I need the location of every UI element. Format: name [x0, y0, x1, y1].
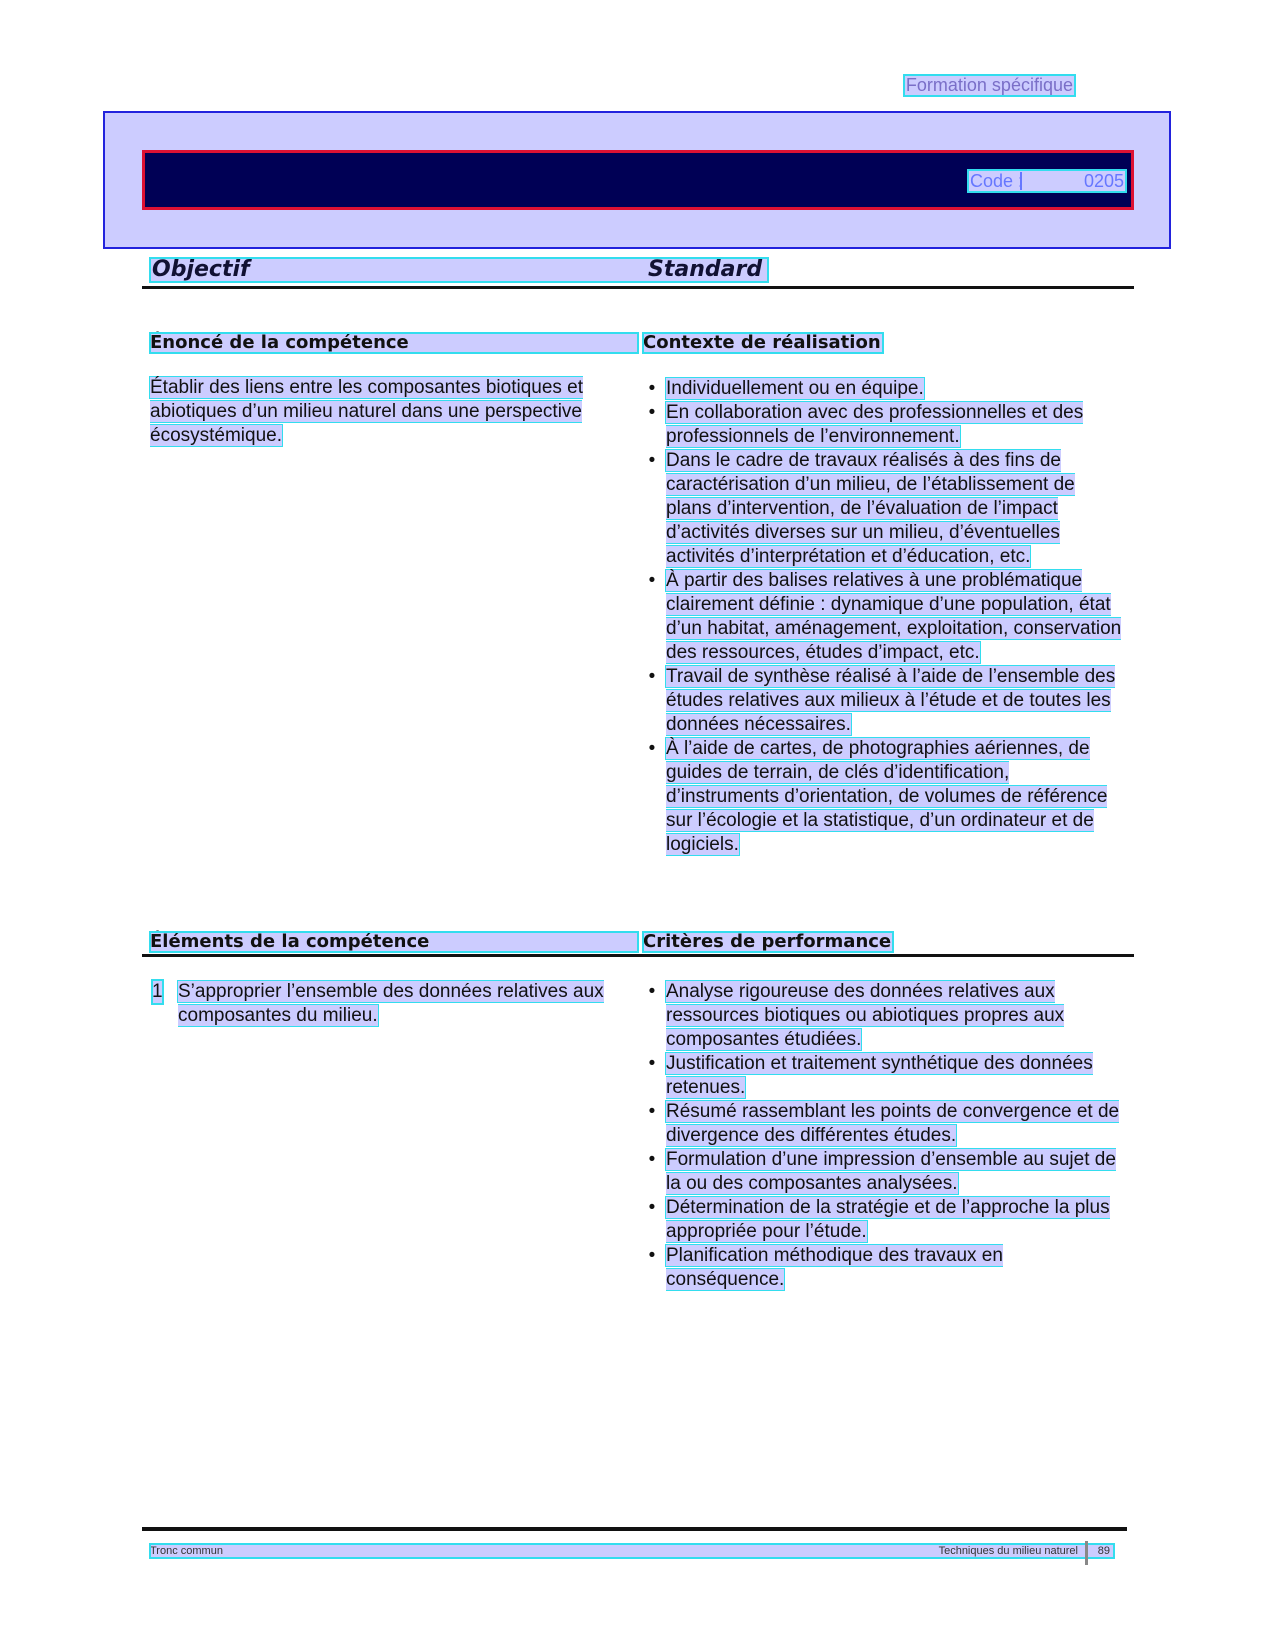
- code-separator: [1020, 172, 1026, 190]
- criteres-list: [645, 980, 1125, 1292]
- contexte-item-text: À l’aide de cartes, de photographies aériennes, de guides de terrain, de clés d’identification, d’instruments d’orientation, de volumes de référence sur l’écologie et la statistique, d’un ordinateur et de logiciels.: [666, 738, 1108, 855]
- criteres-item: [645, 980, 1125, 1052]
- column-titles: [150, 258, 768, 282]
- criteres-item-text: Analyse rigoureuse des données relatives aux ressources biotiques ou abiotiques propres aux composantes étudiées.: [666, 981, 1065, 1050]
- element-text: S’approprier l’ensemble des données relatives aux composantes du milieu.: [178, 981, 604, 1026]
- bullet-icon: •: [648, 450, 656, 471]
- contexte-item: [645, 569, 1125, 665]
- element-item: [150, 980, 628, 1028]
- contexte-item-text: Individuellement ou en équipe.: [666, 378, 924, 399]
- criteres-item: [645, 1100, 1125, 1148]
- contexte-item: [645, 665, 1125, 737]
- contexte-item-text: En collaboration avec des professionnelles et des professionnels de l’environnement.: [666, 402, 1084, 447]
- contexte-list: [645, 377, 1125, 857]
- criteres-item: [645, 1244, 1125, 1292]
- element-number: 1: [152, 981, 163, 1002]
- section-rule: [142, 954, 1134, 957]
- footer-separator: [1085, 1541, 1088, 1565]
- page-number: 89: [1097, 1545, 1110, 1557]
- elements-heading: Éléments de la compétence: [150, 932, 638, 952]
- criteres-heading: Critères de performance: [643, 931, 892, 952]
- code-value: 0205: [1083, 171, 1124, 191]
- bullet-icon: •: [648, 666, 656, 687]
- competency-code: [968, 170, 1126, 192]
- enonce-heading: Énoncé de la compétence: [150, 333, 638, 353]
- footer-right: Techniques du milieu naturel: [938, 1545, 1078, 1557]
- title-rule: [142, 286, 1134, 289]
- objectif-title: Objectif: [152, 257, 250, 282]
- contexte-item: [645, 401, 1125, 449]
- contexte-item: [645, 737, 1125, 857]
- footer-left: Tronc commun: [150, 1545, 223, 1557]
- criteres-item: [645, 1196, 1125, 1244]
- criteres-item-text: Résumé rassemblant les points de convergence et de divergence des différentes études.: [666, 1101, 1120, 1146]
- enonce-statement: [150, 376, 628, 448]
- enonce-text: Établir des liens entre les composantes biotiques et abiotiques d’un milieu naturel dans une perspective écosystémique.: [150, 377, 584, 446]
- criteres-item: [645, 1052, 1125, 1100]
- bullet-icon: •: [648, 1053, 656, 1074]
- page-footer: [150, 1544, 1114, 1558]
- standard-title: Standard: [648, 257, 763, 282]
- program-type-label: Formation spécifique: [905, 75, 1073, 95]
- criteres-item-text: Justification et traitement synthétique des données retenues.: [666, 1053, 1093, 1098]
- bullet-icon: •: [648, 378, 656, 399]
- bullet-icon: •: [648, 1149, 656, 1170]
- code-label: Code :: [970, 171, 1024, 191]
- bullet-icon: •: [648, 1245, 656, 1266]
- bullet-icon: •: [648, 738, 656, 759]
- contexte-item: [645, 449, 1125, 569]
- criteres-item-text: Détermination de la stratégie et de l’approche la plus appropriée pour l’étude.: [666, 1197, 1110, 1242]
- footer-rule: [142, 1527, 1127, 1531]
- contexte-item-text: Dans le cadre de travaux réalisés à des fins de caractérisation d’un milieu, de l’établissement de plans d’intervention, de l’évaluation de l’impact d’activités diverses sur un milieu, d’éventuelles activités d’interprétation et d’éducation, etc.: [666, 450, 1075, 567]
- bullet-icon: •: [648, 1101, 656, 1122]
- bullet-icon: •: [648, 1197, 656, 1218]
- bullet-icon: •: [648, 981, 656, 1002]
- criteres-item-text: Planification méthodique des travaux en conséquence.: [666, 1245, 1003, 1290]
- contexte-heading: Contexte de réalisation: [643, 332, 881, 353]
- contexte-item-text: Travail de synthèse réalisé à l’aide de l’ensemble des études relatives aux milieux à l’étude et de toutes les données nécessaires.: [666, 666, 1116, 735]
- contexte-item: [645, 377, 1125, 401]
- contexte-item-text: À partir des balises relatives à une problématique clairement définie : dynamique d’une population, état d’un habitat, aménagement, exploitation, conservation des ressources, études d’impact, etc.: [666, 570, 1122, 663]
- bullet-icon: •: [648, 402, 656, 423]
- criteres-item-text: Formulation d’une impression d’ensemble au sujet de la ou des composantes analysées.: [666, 1149, 1116, 1194]
- criteres-item: [645, 1148, 1125, 1196]
- bullet-icon: •: [648, 570, 656, 591]
